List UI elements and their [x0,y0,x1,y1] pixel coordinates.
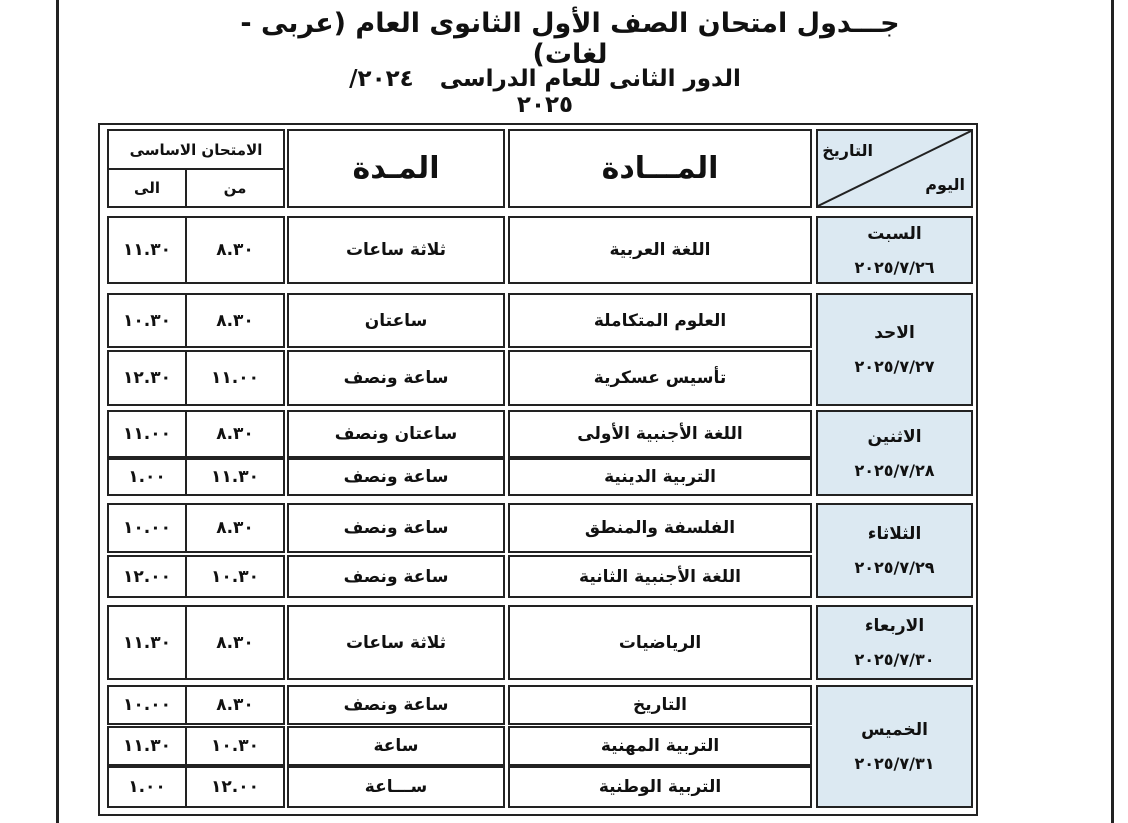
exam-duration: ثلاثة ساعات [287,216,505,284]
exam-subject: الرياضيات [508,605,812,680]
day-date: ٢٠٢٥/٧/٢٦ [854,257,935,277]
exam-subject: التربية الدينية [508,458,812,496]
exam-duration: ساعة ونصف [287,555,505,598]
exam-from-time: ٨.٣٠ [185,216,285,284]
page-border-left [56,0,59,823]
subtitle-label: الدور الثانى للعام الدراسى [439,66,741,92]
exam-subject: التربية الوطنية [508,766,812,808]
day-name: الاربعاء [864,616,925,636]
exam-to-time: ١١.٣٠ [107,726,187,766]
day-cell [816,685,973,808]
day-name: الثلاثاء [867,524,922,544]
page-title: جـــدول امتحان الصف الأول الثانوى العام (عربى - لغات) [240,8,900,70]
page-subtitle [320,66,770,118]
exam-subject: الفلسفة والمنطق [508,503,812,553]
exam-duration: ساعة [287,726,505,766]
day-cell [816,293,973,406]
day-cell [816,605,973,680]
day-date: ٢٠٢٥/٧/٣٠ [854,650,935,669]
day-cell [816,503,973,598]
exam-from-time: ٨.٣٠ [185,410,285,458]
exam-to-time: ١٠.٠٠ [107,685,187,725]
exam-duration: ساعة ونصف [287,685,505,725]
day-date: ٢٠٢٥/٧/٢٧ [854,357,935,376]
exam-duration: ساعة ونصف [287,350,505,406]
exam-subject: اللغة الأجنبية الأولى [508,410,812,458]
exam-to-time: ١٢.٠٠ [107,555,187,598]
exam-from-time: ١١.٠٠ [185,350,285,406]
exam-duration: ساعة ونصف [287,458,505,496]
exam-duration: ساعتان ونصف [287,410,505,458]
header-subject: المـــادة [508,129,812,208]
day-cell [816,410,973,496]
header-from: من [185,168,285,208]
exam-from-time: ٨.٣٠ [185,685,285,725]
exam-to-time: ١.٠٠ [107,458,187,496]
exam-to-time: ١١.٣٠ [107,605,187,680]
exam-duration: ســـاعة [287,766,505,808]
exam-from-time: ٨.٣٠ [185,293,285,348]
page-border-right [1111,0,1114,823]
header-to: الى [107,168,187,208]
exam-subject: اللغة الأجنبية الثانية [508,555,812,598]
exam-subject: التاريخ [508,685,812,725]
exam-to-time: ١٠.٣٠ [107,293,187,348]
exam-from-time: ١٠.٣٠ [185,726,285,766]
header-date-day-cell [816,129,973,208]
exam-to-time: ١.٠٠ [107,766,187,808]
exam-from-time: ٨.٣٠ [185,503,285,553]
exam-from-time: ٨.٣٠ [185,605,285,680]
exam-subject: التربية المهنية [508,726,812,766]
exam-duration: ساعة ونصف [287,503,505,553]
exam-from-time: ١٢.٠٠ [185,766,285,808]
exam-to-time: ١١.٣٠ [107,216,187,284]
exam-duration: ساعتان [287,293,505,348]
day-date: ٢٠٢٥/٧/٢٨ [854,460,935,480]
exam-to-time: ١١.٠٠ [107,410,187,458]
header-date-label: التاريخ [822,141,873,160]
exam-to-time: ١٢.٣٠ [107,350,187,406]
exam-subject: تأسيس عسكرية [508,350,812,406]
day-name: الاحد [874,323,915,343]
subtitle-year: ٢٠٢٤/ ٢٠٢٥ [349,66,574,118]
exam-duration: ثلاثة ساعات [287,605,505,680]
exam-from-time: ١١.٣٠ [185,458,285,496]
day-date: ٢٠٢٥/٧/٣١ [854,754,935,773]
exam-to-time: ١٠.٠٠ [107,503,187,553]
day-date: ٢٠٢٥/٧/٢٩ [854,558,935,577]
exam-subject: العلوم المتكاملة [508,293,812,348]
exam-from-time: ١٠.٣٠ [185,555,285,598]
exam-subject: اللغة العربية [508,216,812,284]
day-name: السبت [867,223,922,244]
day-name: الخميس [861,720,928,740]
day-cell [816,216,973,284]
header-duration: المـدة [287,129,505,208]
header-main-exam: الامتحان الاساسى [107,129,285,170]
day-name: الاثنين [867,426,922,447]
header-day-label: اليوم [925,175,965,194]
